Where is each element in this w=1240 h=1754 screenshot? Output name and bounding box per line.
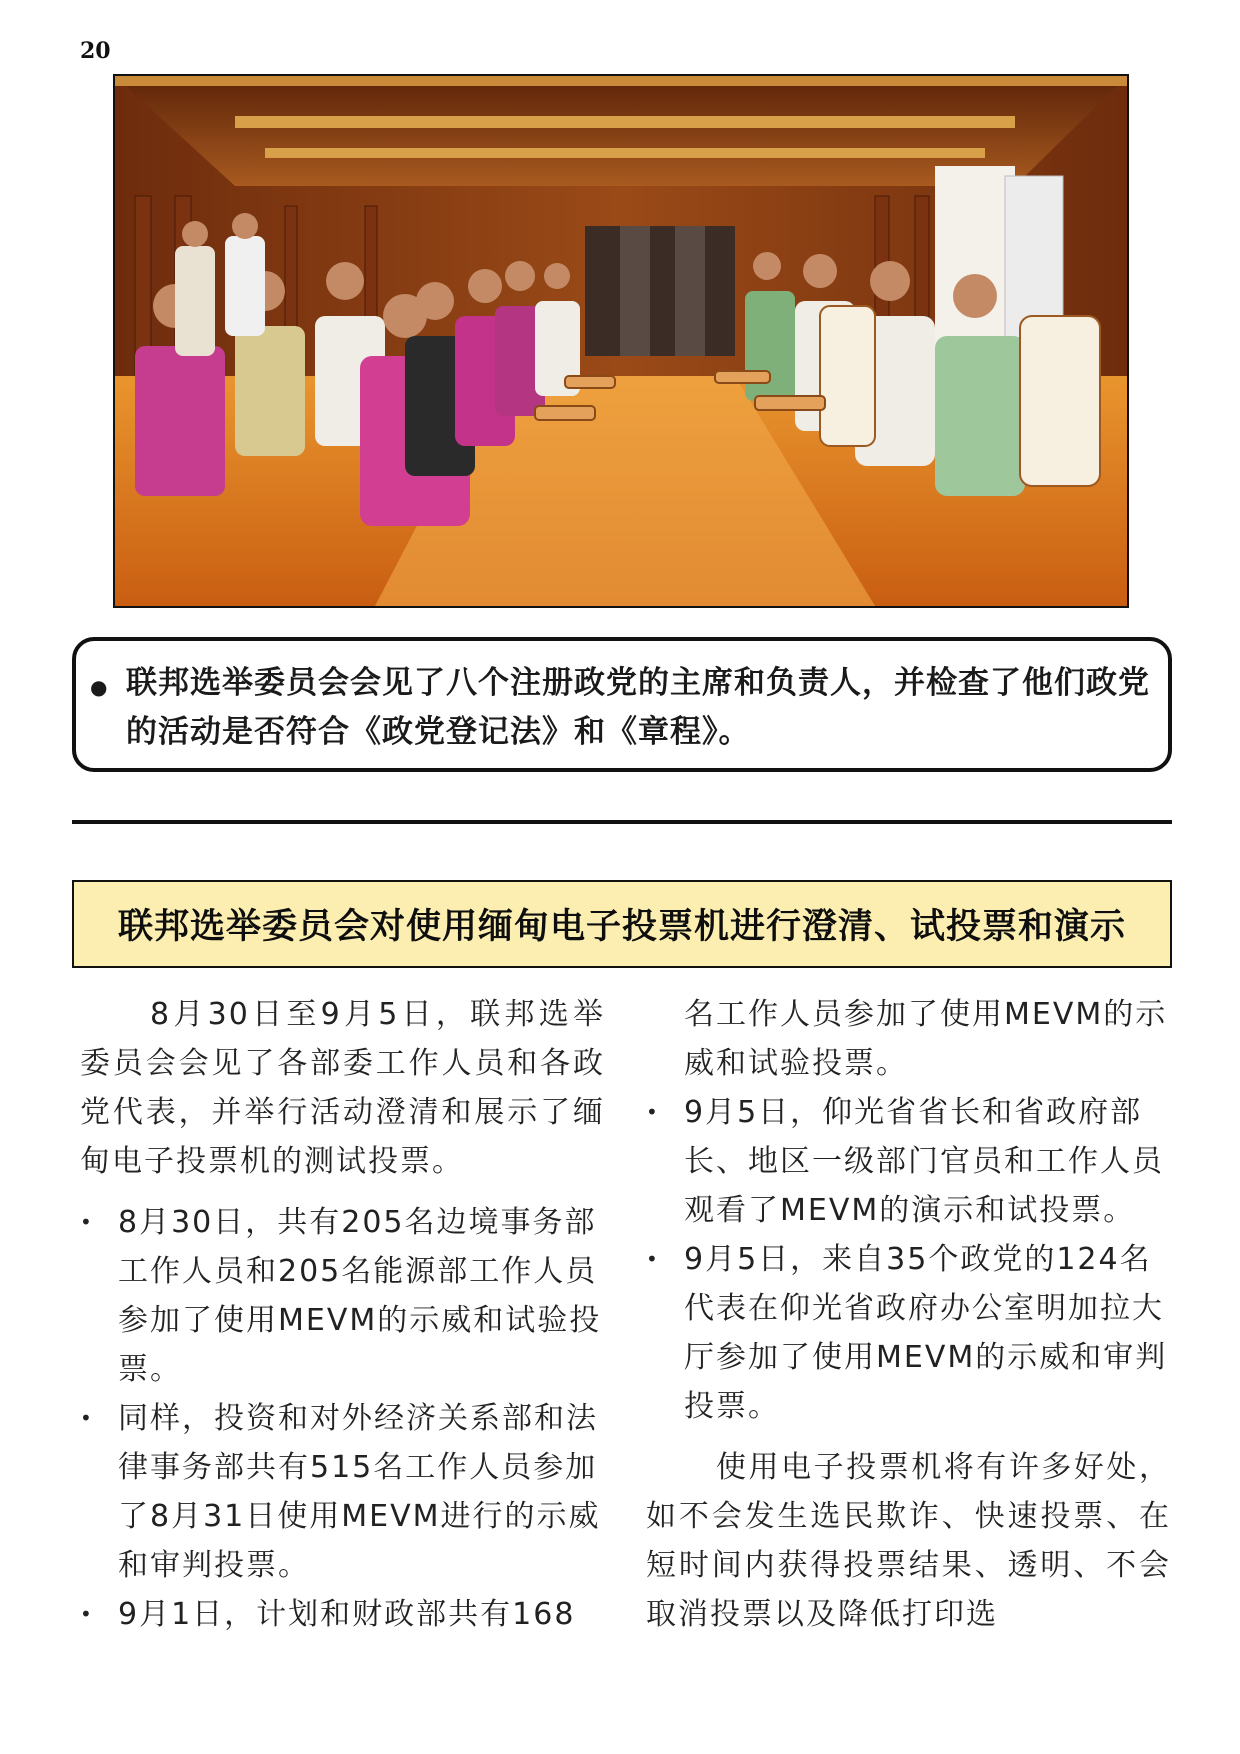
photo-caption: 联邦选举委员会会见了八个注册政党的主席和负责人，并检查了他们政党的活动是否符合《政党登记法》和《章程》。 bbox=[126, 665, 1150, 750]
meeting-photo bbox=[113, 74, 1129, 608]
page-number: 20 bbox=[80, 38, 111, 64]
article-headline: 联邦选举委员会对使用缅甸电子投票机进行澄清、试投票和演示 bbox=[117, 907, 1126, 947]
bullet-icon: • bbox=[80, 1406, 94, 1430]
bullet-icon: • bbox=[646, 1100, 660, 1124]
right-bullet-list bbox=[646, 1088, 1171, 1431]
list-item: • 9月1日，计划和财政部共有168 bbox=[80, 1590, 605, 1639]
bullet-icon: • bbox=[646, 1247, 660, 1271]
left-bullet-list bbox=[80, 1198, 605, 1639]
list-item: • 8月30日，共有205名边境事务部工作人员和205名能源部工作人员参加了使用MEVM的示威和试验投票。 bbox=[80, 1198, 605, 1394]
continued-bullet-text: 名工作人员参加了使用MEVM的示威和试验投票。 bbox=[684, 997, 1168, 1081]
closing-paragraph: 使用电子投票机将有许多好处，如不会发生选民欺诈、快速投票、在短时间内获得投票结果、透明、不会取消投票以及降低打印选 bbox=[646, 1450, 1171, 1632]
right-column bbox=[646, 990, 1171, 1639]
photo-caption-box bbox=[72, 637, 1172, 772]
bullet-icon: • bbox=[80, 1602, 94, 1626]
list-item: • 同样，投资和对外经济关系部和法律事务部共有515名工作人员参加了8月31日使用MEVM进行的示威和审判投票。 bbox=[80, 1394, 605, 1590]
bullet-icon: • bbox=[80, 1210, 94, 1234]
left-column bbox=[80, 990, 605, 1639]
bullet-icon: ● bbox=[90, 675, 108, 699]
intro-paragraph: 8月30日至9月5日，联邦选举委员会会见了各部委工作人员和各政党代表，并举行活动澄清和展示了缅甸电子投票机的测试投票。 bbox=[80, 997, 605, 1179]
list-item: • 9月5日，仰光省省长和省政府部长、地区一级部门官员和工作人员观看了MEVM的演示和试投票。 bbox=[646, 1088, 1171, 1235]
section-divider bbox=[72, 820, 1172, 824]
article-headline-box bbox=[72, 880, 1172, 968]
meeting-room-illustration bbox=[115, 76, 1127, 606]
list-item: • 9月5日，来自35个政党的124名代表在仰光省政府办公室明加拉大厅参加了使用MEVM的示威和审判投票。 bbox=[646, 1235, 1171, 1431]
